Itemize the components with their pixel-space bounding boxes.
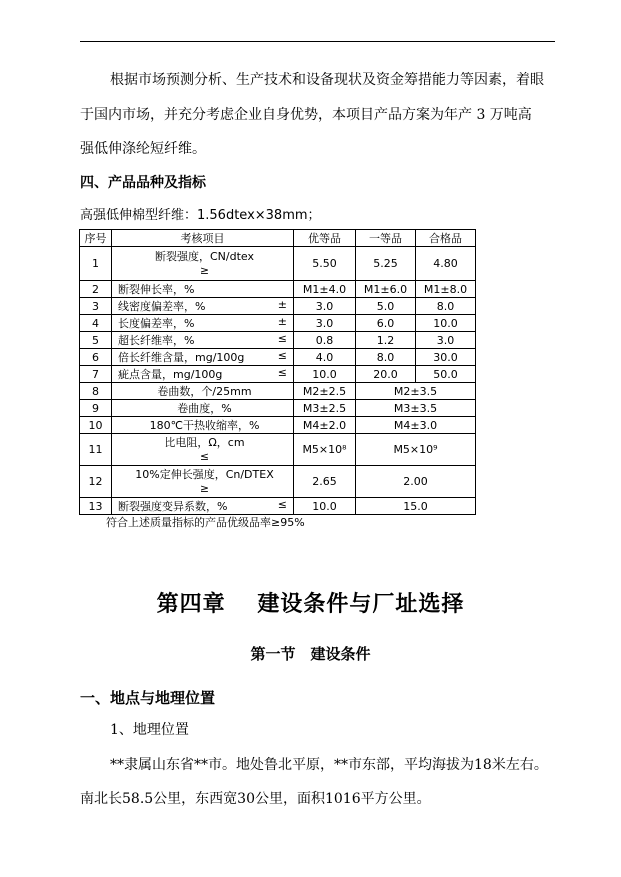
- row-item: 卷曲度，%: [112, 400, 294, 417]
- section-heading-products: 四、产品品种及指标: [80, 175, 206, 191]
- row-no: 3: [80, 298, 112, 315]
- table-row: [80, 466, 476, 498]
- row-item: 超长纤维率，% ≤: [112, 332, 294, 349]
- table-header-row: [80, 230, 476, 247]
- row-premium: 2.65: [294, 466, 356, 498]
- header-rule: [80, 41, 555, 42]
- row-qualified: 30.0: [416, 349, 476, 366]
- row-premium: 10.0: [294, 366, 356, 383]
- col-header-first: 一等品: [356, 230, 416, 247]
- row-qualified: 8.0: [416, 298, 476, 315]
- table-row: [80, 400, 476, 417]
- table-row: [80, 332, 476, 349]
- subheading-geography: 1、地理位置: [110, 722, 189, 738]
- row-item: 断裂伸长率，%: [112, 281, 294, 298]
- col-header-premium: 优等品: [294, 230, 356, 247]
- row-first: 5.0: [356, 298, 416, 315]
- spec-table: [79, 229, 476, 515]
- row-premium: 4.0: [294, 349, 356, 366]
- table-row: [80, 434, 476, 466]
- row-item: 长度偏差率，% ±: [112, 315, 294, 332]
- table-row: [80, 417, 476, 434]
- row-premium: M5×10⁸: [294, 434, 356, 466]
- row-premium: 5.50: [294, 247, 356, 281]
- col-header-item: 考核项目: [112, 230, 294, 247]
- row-premium: 0.8: [294, 332, 356, 349]
- row-qualified: 10.0: [416, 315, 476, 332]
- row-first: M1±6.0: [356, 281, 416, 298]
- row-item: 线密度偏差率，% ±: [112, 298, 294, 315]
- table-row: [80, 349, 476, 366]
- row-item: 倍长纤维含量，mg/100g ≤: [112, 349, 294, 366]
- row-item: 断裂强度，CN/dtex ≥: [112, 247, 294, 281]
- row-first: 20.0: [356, 366, 416, 383]
- row-first-qualified: M4±3.0: [356, 417, 476, 434]
- table-row: [80, 281, 476, 298]
- table-row: [80, 498, 476, 515]
- row-premium: M1±4.0: [294, 281, 356, 298]
- table-row: [80, 383, 476, 400]
- row-no: 7: [80, 366, 112, 383]
- row-qualified: 3.0: [416, 332, 476, 349]
- row-qualified: 4.80: [416, 247, 476, 281]
- intro-line-2: 于国内市场，并充分考虑企业自身优势，本项目产品方案为年产 3 万吨高: [80, 107, 532, 123]
- row-no: 9: [80, 400, 112, 417]
- quality-note: 符合上述质量指标的产品优级品率≥95%: [106, 516, 305, 529]
- row-no: 10: [80, 417, 112, 434]
- row-no: 4: [80, 315, 112, 332]
- row-qualified: 50.0: [416, 366, 476, 383]
- row-first-qualified: M5×10⁹: [356, 434, 476, 466]
- geo-line-2: 南北长58.5公里，东西宽30公里，面积1016平方公里。: [80, 791, 431, 807]
- row-premium: 3.0: [294, 298, 356, 315]
- heading-location: 一、地点与地理位置: [80, 689, 216, 707]
- col-header-qualified: 合格品: [416, 230, 476, 247]
- section-title: 第一节 建设条件: [250, 645, 371, 663]
- row-no: 5: [80, 332, 112, 349]
- geo-line-1: **隶属山东省**市。地处鲁北平原，**市东部，平均海拔为18米左右。: [110, 757, 548, 773]
- intro-line-3: 强低伸涤纶短纤维。: [80, 141, 206, 157]
- row-premium: M2±2.5: [294, 383, 356, 400]
- row-no: 13: [80, 498, 112, 515]
- row-qualified: M1±8.0: [416, 281, 476, 298]
- row-first-qualified: M2±3.5: [356, 383, 476, 400]
- row-no: 2: [80, 281, 112, 298]
- row-first-qualified: 2.00: [356, 466, 476, 498]
- row-premium: 3.0: [294, 315, 356, 332]
- spec-intro: 高强低伸棉型纤维：1.56dtex×38mm；: [80, 208, 321, 223]
- row-item: 断裂强度变异系数，% ≤: [112, 498, 294, 515]
- row-item: 比电阻，Ω，cm ≤: [112, 434, 294, 466]
- row-item: 180℃干热收缩率，%: [112, 417, 294, 434]
- col-header-no: 序号: [80, 230, 112, 247]
- row-no: 11: [80, 434, 112, 466]
- table-row: [80, 366, 476, 383]
- row-premium: M4±2.0: [294, 417, 356, 434]
- row-first: 6.0: [356, 315, 416, 332]
- row-item: 卷曲数，个/25mm: [112, 383, 294, 400]
- table-row: [80, 315, 476, 332]
- row-premium: 10.0: [294, 498, 356, 515]
- row-first: 1.2: [356, 332, 416, 349]
- row-first: 8.0: [356, 349, 416, 366]
- intro-line-1: 根据市场预测分析、生产技术和设备现状及资金筹措能力等因素，着眼: [110, 72, 544, 88]
- table-row: [80, 247, 476, 281]
- row-premium: M3±2.5: [294, 400, 356, 417]
- row-item: 疵点含量，mg/100g ≤: [112, 366, 294, 383]
- row-no: 12: [80, 466, 112, 498]
- table-row: [80, 298, 476, 315]
- chapter-title: 第四章 建设条件与厂址选择: [156, 591, 465, 617]
- row-first-qualified: 15.0: [356, 498, 476, 515]
- row-no: 6: [80, 349, 112, 366]
- row-first: 5.25: [356, 247, 416, 281]
- row-no: 1: [80, 247, 112, 281]
- row-item: 10%定伸长强度，Cn/DTEX ≥: [112, 466, 294, 498]
- row-first-qualified: M3±3.5: [356, 400, 476, 417]
- row-no: 8: [80, 383, 112, 400]
